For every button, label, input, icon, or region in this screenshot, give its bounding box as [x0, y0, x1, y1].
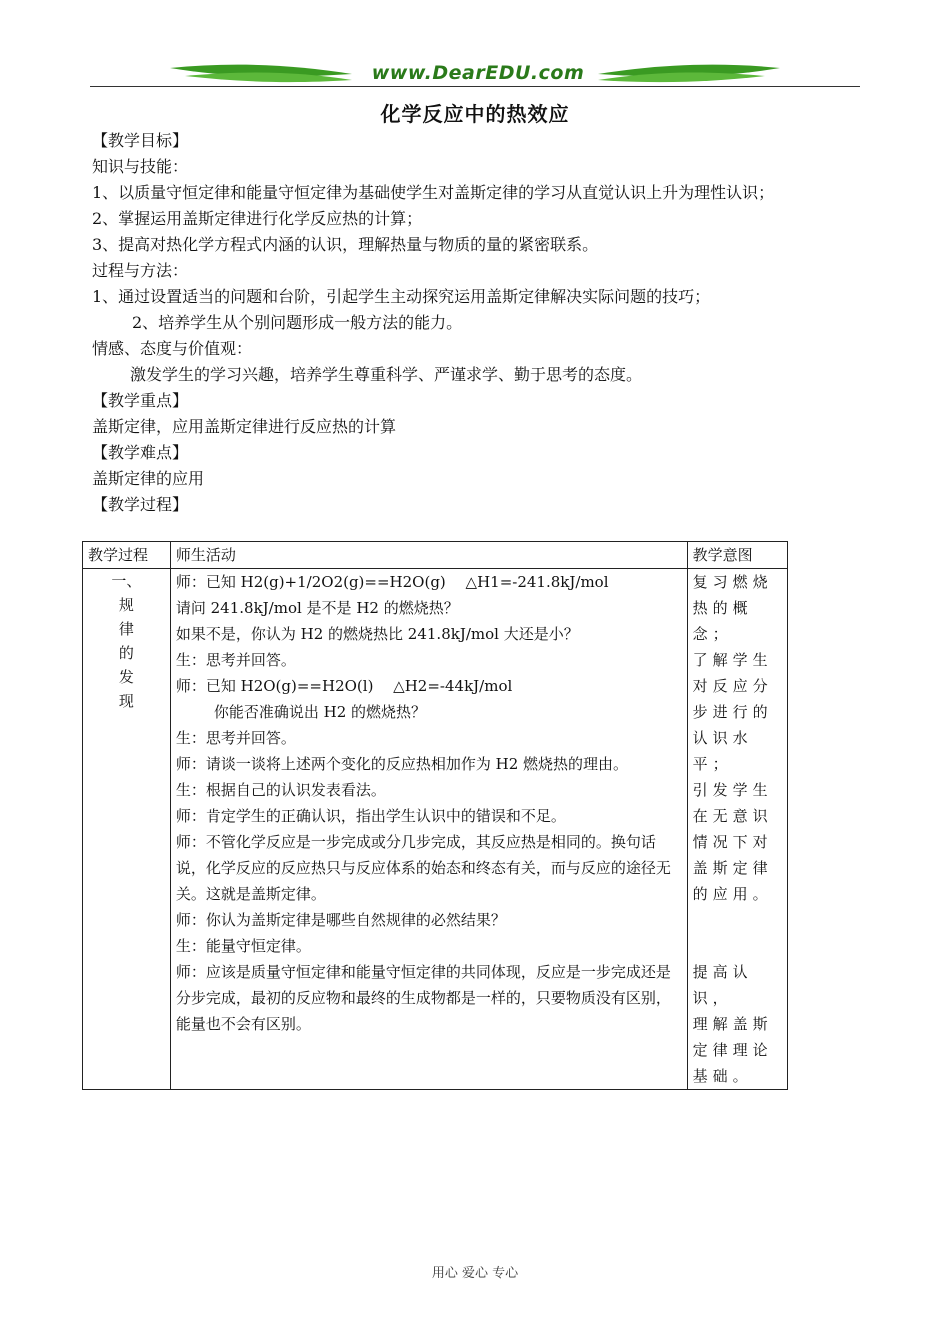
intent-line: 在无意识 [692, 807, 773, 825]
intent-line: 复习燃烧 [692, 573, 773, 591]
difficulty-text: 盖斯定律的应用 [92, 469, 205, 488]
intent-line: 基础。 [692, 1067, 753, 1085]
intent-line: 盖斯定律 [692, 859, 773, 877]
activity-line: 师：请谈一谈将上述两个变化的反应热相加作为 H2 燃烧热的理由。 [175, 755, 629, 773]
activity-line: 请问 241.8kJ/mol 是不是 H2 的燃烧热？ [175, 599, 459, 617]
activity-line: 生：思考并回答。 [175, 651, 296, 669]
activity-line: 师：不管化学反应是一步完成或分几步完成，其反应热是相同的。换句话说，化学反应的反应热只与反应体系的始态和终态有关，而与反应的途径无关。这就是盖斯定律。 [175, 833, 671, 903]
stage-char: 发 [118, 668, 134, 686]
process-item-1: 1、通过设置适当的问题和台阶，引起学生主动探究运用盖斯定律解决实际问题的技巧； [92, 287, 711, 306]
teaching-process-table [82, 541, 788, 1090]
intent-line: 的应用。 [692, 885, 773, 903]
knowledge-item-3: 3、提高对热化学方程式内涵的认识，理解热量与物质的量的紧密联系。 [92, 235, 599, 254]
header-divider [90, 86, 860, 87]
intent-line: 情况下对 [692, 833, 773, 851]
procedure-heading: 【教学过程】 [92, 495, 189, 514]
process-item-2: 2、培养学生从个别问题形成一般方法的能力。 [132, 313, 463, 332]
knowledge-item-1: 1、以质量守恒定律和能量守恒定律为基础使学生对盖斯定律的学习从直觉认识上升为理性认识； [92, 183, 775, 202]
table-header-cell: 教学过程 [83, 542, 171, 569]
intent-line: 热的概念； [692, 599, 753, 643]
knowledge-item-2: 2、掌握运用盖斯定律进行化学反应热的计算； [92, 209, 423, 228]
activity-line: 如果不是，你认为 H2 的燃烧热比 241.8kJ/mol 大还是小？ [175, 625, 579, 643]
key-point-heading: 【教学重点】 [92, 391, 189, 410]
stage-char: 现 [118, 692, 134, 710]
intent-line: 步进行的 [692, 703, 773, 721]
stage-char: 规 [118, 596, 134, 614]
activity-line: 师：应该是质量守恒定律和能量守恒定律的共同体现，反应是一步完成还是分步完成，最初的反应物和最终的生成物都是一样的，只要物质没有区别，能量也不会有区别。 [175, 963, 671, 1033]
activity-line: 生：能量守恒定律。 [175, 937, 311, 955]
objectives-section [92, 128, 862, 518]
objectives-heading: 【教学目标】 [92, 131, 189, 150]
intent-line: 引发学生 [692, 781, 773, 799]
emotion-text: 激发学生的学习兴趣，培养学生尊重科学、严谨求学、勤于思考的态度。 [130, 365, 643, 384]
site-logo-text[interactable]: www.DearEDU.com [371, 62, 585, 84]
intent-line: 了解学生 [692, 651, 773, 669]
stage-char: 律 [118, 620, 134, 638]
table-header-row [83, 542, 788, 569]
activity-line: 师：肯定学生的正确认识，指出学生认识中的错误和不足。 [175, 807, 566, 825]
intent-line: 提高认识， [692, 963, 753, 1007]
intent-spacer [693, 907, 782, 959]
activity-line: 生：思考并回答。 [175, 729, 296, 747]
knowledge-heading: 知识与技能： [92, 157, 189, 176]
activity-line: 师：已知 H2O(g)==H2O(l) △H2=-44kJ/mol [175, 677, 513, 695]
activity-line: 师：你认为盖斯定律是哪些自然规律的必然结果？ [175, 911, 506, 929]
table-header-cell: 师生活动 [170, 542, 687, 569]
difficulty-heading: 【教学难点】 [92, 443, 189, 462]
activity-line: 生：根据自己的认识发表看法。 [175, 781, 386, 799]
intent-line: 理解盖斯 [692, 1015, 773, 1033]
page-footer: 用心 爱心 专心 [431, 1266, 519, 1281]
stage-char: 一、 [111, 572, 142, 590]
stage-char: 的 [118, 644, 134, 662]
key-point-text: 盖斯定律，应用盖斯定律进行反应热的计算 [92, 417, 397, 436]
intent-cell [687, 569, 787, 1090]
stage-cell [83, 569, 171, 1090]
intent-line: 认识水平； [692, 729, 753, 773]
site-header [90, 58, 860, 90]
activity-cell [170, 569, 687, 1090]
activity-line: 师：已知 H2(g)+1/2O2(g)==H2O(g) △H1=-241.8kJ/mol [175, 573, 609, 591]
emotion-heading: 情感、态度与价值观： [92, 339, 253, 358]
activity-line: 你能否准确说出 H2 的燃烧热？ [213, 703, 427, 721]
intent-line: 对反应分 [692, 677, 773, 695]
table-header-cell: 教学意图 [687, 542, 787, 569]
process-heading: 过程与方法： [92, 261, 189, 280]
document-title: 化学反应中的热效应 [380, 102, 570, 126]
intent-line: 定律理论 [692, 1041, 773, 1059]
table-row [83, 569, 788, 1090]
